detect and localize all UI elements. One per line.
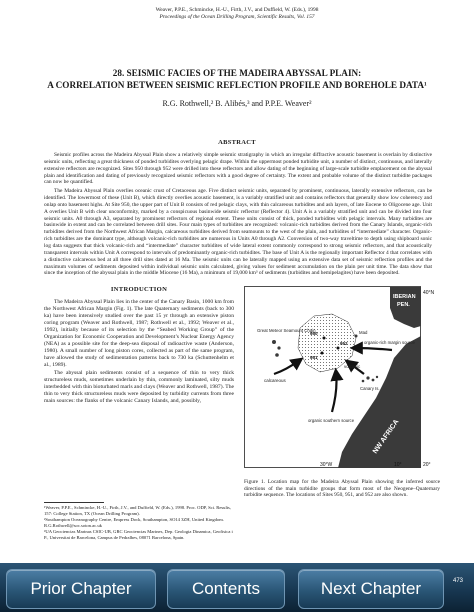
calcareous-label: calcareous bbox=[264, 378, 286, 383]
prior-chapter-button[interactable]: Prior Chapter bbox=[6, 569, 156, 609]
page-number: 473 bbox=[452, 578, 463, 584]
location-map-figure bbox=[244, 286, 442, 469]
contents-button[interactable]: Contents bbox=[167, 569, 285, 609]
pen-label: PEN. bbox=[397, 302, 410, 308]
introduction-paragraph-1: The Madeira Abyssal Plain lies in the center of the Canary Basin, 1000 km from the Northwest African Margin (Fig. 1). The late Quaternary sediments (back to 300 ka) have been intensively studied over the past 15 yr through an extensive piston coring program (Weaver and Rothwell, 1987; Rothwell et al., 1992; Weaver et al., 1992), initially because of its selection by the “Seabed Working Group” of the Organization for Economic Cooperation and Development’s Nuclear Energy Agency (NEA) as a possible site for the deep-sea disposal of radioactive waste (Anderson, 1980). A small number of long piston cores, collected as part of the same program, have allowed the study of sedimentation patterns back to 730 ka (Schuttenhelm et al., 1989). bbox=[44, 299, 234, 368]
seamount-chain-label: Great Meteor Seamount Chain bbox=[257, 328, 316, 333]
running-head bbox=[0, 7, 474, 21]
introduction-paragraph-2: The abyssal plain sediments consist of a sequence of thin to very thick structureless muds, sometimes underlain by thin, commonly laminated, silty muds interbedded with thin bioturbated marls and clays (Weaver and Rothwell, 1987). The thin to very thick structureless muds were deposited by turbidity currents from three main sources: the flanks of the volcanic Canary Islands, and, possibly, bbox=[44, 370, 234, 404]
madeira-label: Mad bbox=[359, 330, 368, 335]
footnote-2: ²Southampton Oceanography Centre, Empress Dock, Southampton, SO14 3ZH, United Kingdom. R.G.Rothwell@soc.soton.ac.uk bbox=[44, 517, 224, 528]
location-map bbox=[244, 286, 442, 469]
canary-islands-label: Canary Is. bbox=[360, 386, 380, 391]
iberian-label: IBERIAN bbox=[393, 294, 416, 300]
figure-1-caption: Figure 1. Location map for the Madeira Abyssal Plain showing the inferred source directions of the main turbidite groups that form most of the Neogene–Quaternary turbidite sequence. The locations of Sites 950, 951, and 952 are also shown. bbox=[244, 479, 440, 499]
site-952-marker bbox=[337, 347, 340, 350]
abstract-paragraph-2: The Madeira Abyssal Plain overlies oceanic crust of Cretaceous age. Five distinct seismic units, separated by prominent, continuous, laterally extensive reflectors, can be identified. The lowermost of these (Unit B), which directly overlies acoustic basement, is a variably stratified unit and contains reflectors that generally show low coherency and onlap onto basement highs. At Site 950, the upper part of Unit B consists of red pelagic clays, with thin calcareous turbidites and ash layers, of late Eocene to Oligocene age. Unit A overlies Unit B with clear unconformity, marked by a conspicuous basinwide seismic reflector (Reflector 4). Unit A is a variably stratified unit and can be divided into four seismic units. A0 through A3, separated by prominent reflectors of regional extent. These units consist of thick, ponded turbidites with pelagic intervals. Many turbidites are basinwide in extent and can be correlated between drill sites. Four main types of turbidites are recognized: volcanic-rich turbidites derived from the Canary Islands, organic-rich turbidites derived from the Northwest African Margin, calcareous turbidites derived from seamounts to the west of the plain, and turbidites of “intermediate” character. Organic-rich turbidites are the dominant type, although volcanic-rich turbidites are numerous in Units A0 through A2. Conversion of two-way traveltime to depth using shipboard sonic log data suggests that thick volcanic-rich and “intermediate” character turbidites of wide lateral extent commonly correspond to strong seismic reflectors, and that acoustically transparent intervals within Unit A correspond to intervals of predominantly organic-rich turbidites. The base of Unit A is the regionally important Reflector 4 that correlates with a distinctive calcareous bed at all three drill sites dated at 16 Ma. The seismic units can be laterally mapped using an extensive data set of seismic reflection profiles and the maximum volumes of sediments deposited within individual seismic units calculated, giving values for sediment accumulation on the plain per unit time. The data show that since the inception of the abyssal plain in the middle Miocene (16 Ma), a minimum of 19,000 km³ of sediments (turbidites and hemipelagites) have been deposited. bbox=[44, 188, 432, 277]
latitude-40n-label: 40°N bbox=[423, 290, 435, 296]
site-950-marker bbox=[323, 337, 326, 340]
footnote-1: ¹Weaver, P.P.E., Schmincke, H.-U., Firth, J.V., and Duffield, W. (Eds.), 1998. Proc. ODP, Sci. Results, 157: College Station, TX (Ocean Drilling Program). bbox=[44, 505, 231, 516]
chapter-title bbox=[40, 68, 434, 91]
volcanic-label: volcanic bbox=[344, 364, 361, 369]
running-head-editors: Weaver, P.P.E., Schmincke, H.-U., Firth, J.V., and Duffield, W. (Eds.), 1998 bbox=[155, 7, 319, 13]
site-952-label: 952 bbox=[340, 341, 348, 346]
organic-southern-label: organic southern source bbox=[308, 418, 355, 423]
latitude-20-label: 20° bbox=[423, 462, 431, 468]
site-950-label: 950 bbox=[310, 331, 318, 336]
running-head-proceedings: Proceedings of the Ocean Drilling Program, Scientific Results, Vol. 157 bbox=[159, 14, 315, 20]
madeira-island bbox=[355, 335, 358, 338]
organic-margin-label: organic-rich margin source bbox=[364, 340, 415, 345]
abstract-heading: ABSTRACT bbox=[218, 139, 256, 146]
site-951-marker bbox=[321, 352, 324, 355]
longitude-30w-label: 30°W bbox=[320, 462, 333, 468]
introduction-column bbox=[44, 286, 234, 406]
footnote-rule bbox=[44, 502, 104, 503]
footnote-3: ³UA Geociencias Marinas CSIC-UB, GRC Geociencias Marines, Dep. Geologia Dinamica, Geofisica i P., Universitat de Barcelona, Campus de Pedralbes, 08071 Barcelona, Spain. bbox=[44, 529, 233, 540]
next-chapter-button[interactable]: Next Chapter bbox=[298, 569, 444, 609]
longitude-10-label: 10° bbox=[394, 462, 402, 468]
nw-africa-label: NW AFRICA bbox=[371, 418, 401, 456]
chapter-title-line-1: 28. SEISMIC FACIES OF THE MADEIRA ABYSSAL PLAIN: bbox=[112, 68, 362, 78]
abstract-body bbox=[44, 152, 432, 279]
footnotes bbox=[44, 505, 234, 542]
introduction-heading: INTRODUCTION bbox=[110, 286, 168, 293]
abstract-paragraph-1: Seismic profiles across the Madeira Abyssal Plain show a relatively simple seismic stratigraphy in which an irregular diffractive acoustic basement is overlain by distinctive seismic units, reflecting a great thickness of ponded turbidites overlying pelagic drape. Within the uppermost ponded turbidite unit, a number of distinct, continuous, and laterally extensive reflectors are recognized. Sites 950 through 952 were drilled into these reflectors and allow dating of the beginning of large-scale turbidite emplacement on the abyssal plain and identification and dating of previously recognized seismic reflectors with a good degree of certainty. The extent and probable volume of the distinct turbidite packages can now be quantified. bbox=[44, 152, 432, 186]
author-list: R.G. Rothwell,² B. Alibés,³ and P.P.E. Weaver² bbox=[162, 99, 312, 108]
chapter-title-line-2: A CORRELATION BETWEEN SEISMIC REFLECTION PROFILE AND BOREHOLE DATA¹ bbox=[47, 79, 427, 90]
site-951-label: 951 bbox=[310, 355, 318, 360]
